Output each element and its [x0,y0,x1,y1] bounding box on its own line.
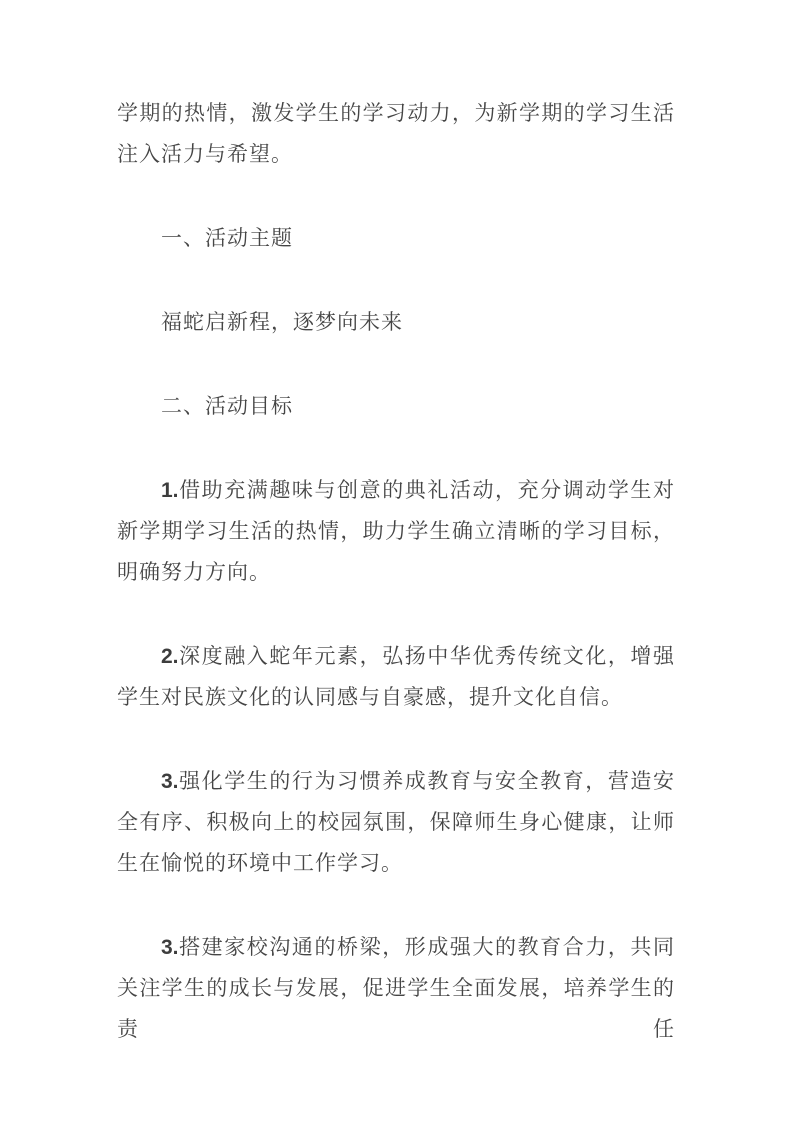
list-number: 2. [161,645,179,668]
paragraph-text: 福蛇启新程，逐梦向未来 [161,310,403,334]
paragraph-text: 强化学生的行为习惯养成教育与安全教育，营造安全有序、积极向上的校园氛围，保障师生身心健康，让师生在愉悦的环境中工作学习。 [117,769,675,875]
list-number: 3. [161,936,179,959]
list-number: 1. [161,479,179,502]
paragraph-text: 搭建家校沟通的桥梁，形成强大的教育合力，共同关注学生的成长与发展，促进学生全面发展，培养学生的责任 [117,935,675,1041]
objective-paragraph-3 [117,761,675,884]
heading-text: 二、活动目标 [161,394,293,418]
paragraph-text: 借助充满趣味与创意的典礼活动，充分调动学生对新学期学习生活的热情，助力学生确立清晰的学习目标，明确努力方向。 [117,478,675,584]
paragraph-continuation [117,93,675,175]
theme-line [117,302,675,343]
section-heading-activity-goals [117,386,675,427]
heading-text: 一、活动主题 [161,226,293,250]
list-number: 3. [161,770,179,793]
objective-paragraph-4 [117,927,675,1050]
paragraph-text: 深度融入蛇年元素，弘扬中华优秀传统文化，增强学生对民族文化的认同感与自豪感，提升文化自信。 [117,644,675,709]
objective-paragraph-2 [117,636,675,718]
objective-paragraph-1 [117,470,675,593]
paragraph-text: 学期的热情，激发学生的学习动力，为新学期的学习生活注入活力与希望。 [117,101,675,166]
section-heading-activity-theme [117,218,675,259]
